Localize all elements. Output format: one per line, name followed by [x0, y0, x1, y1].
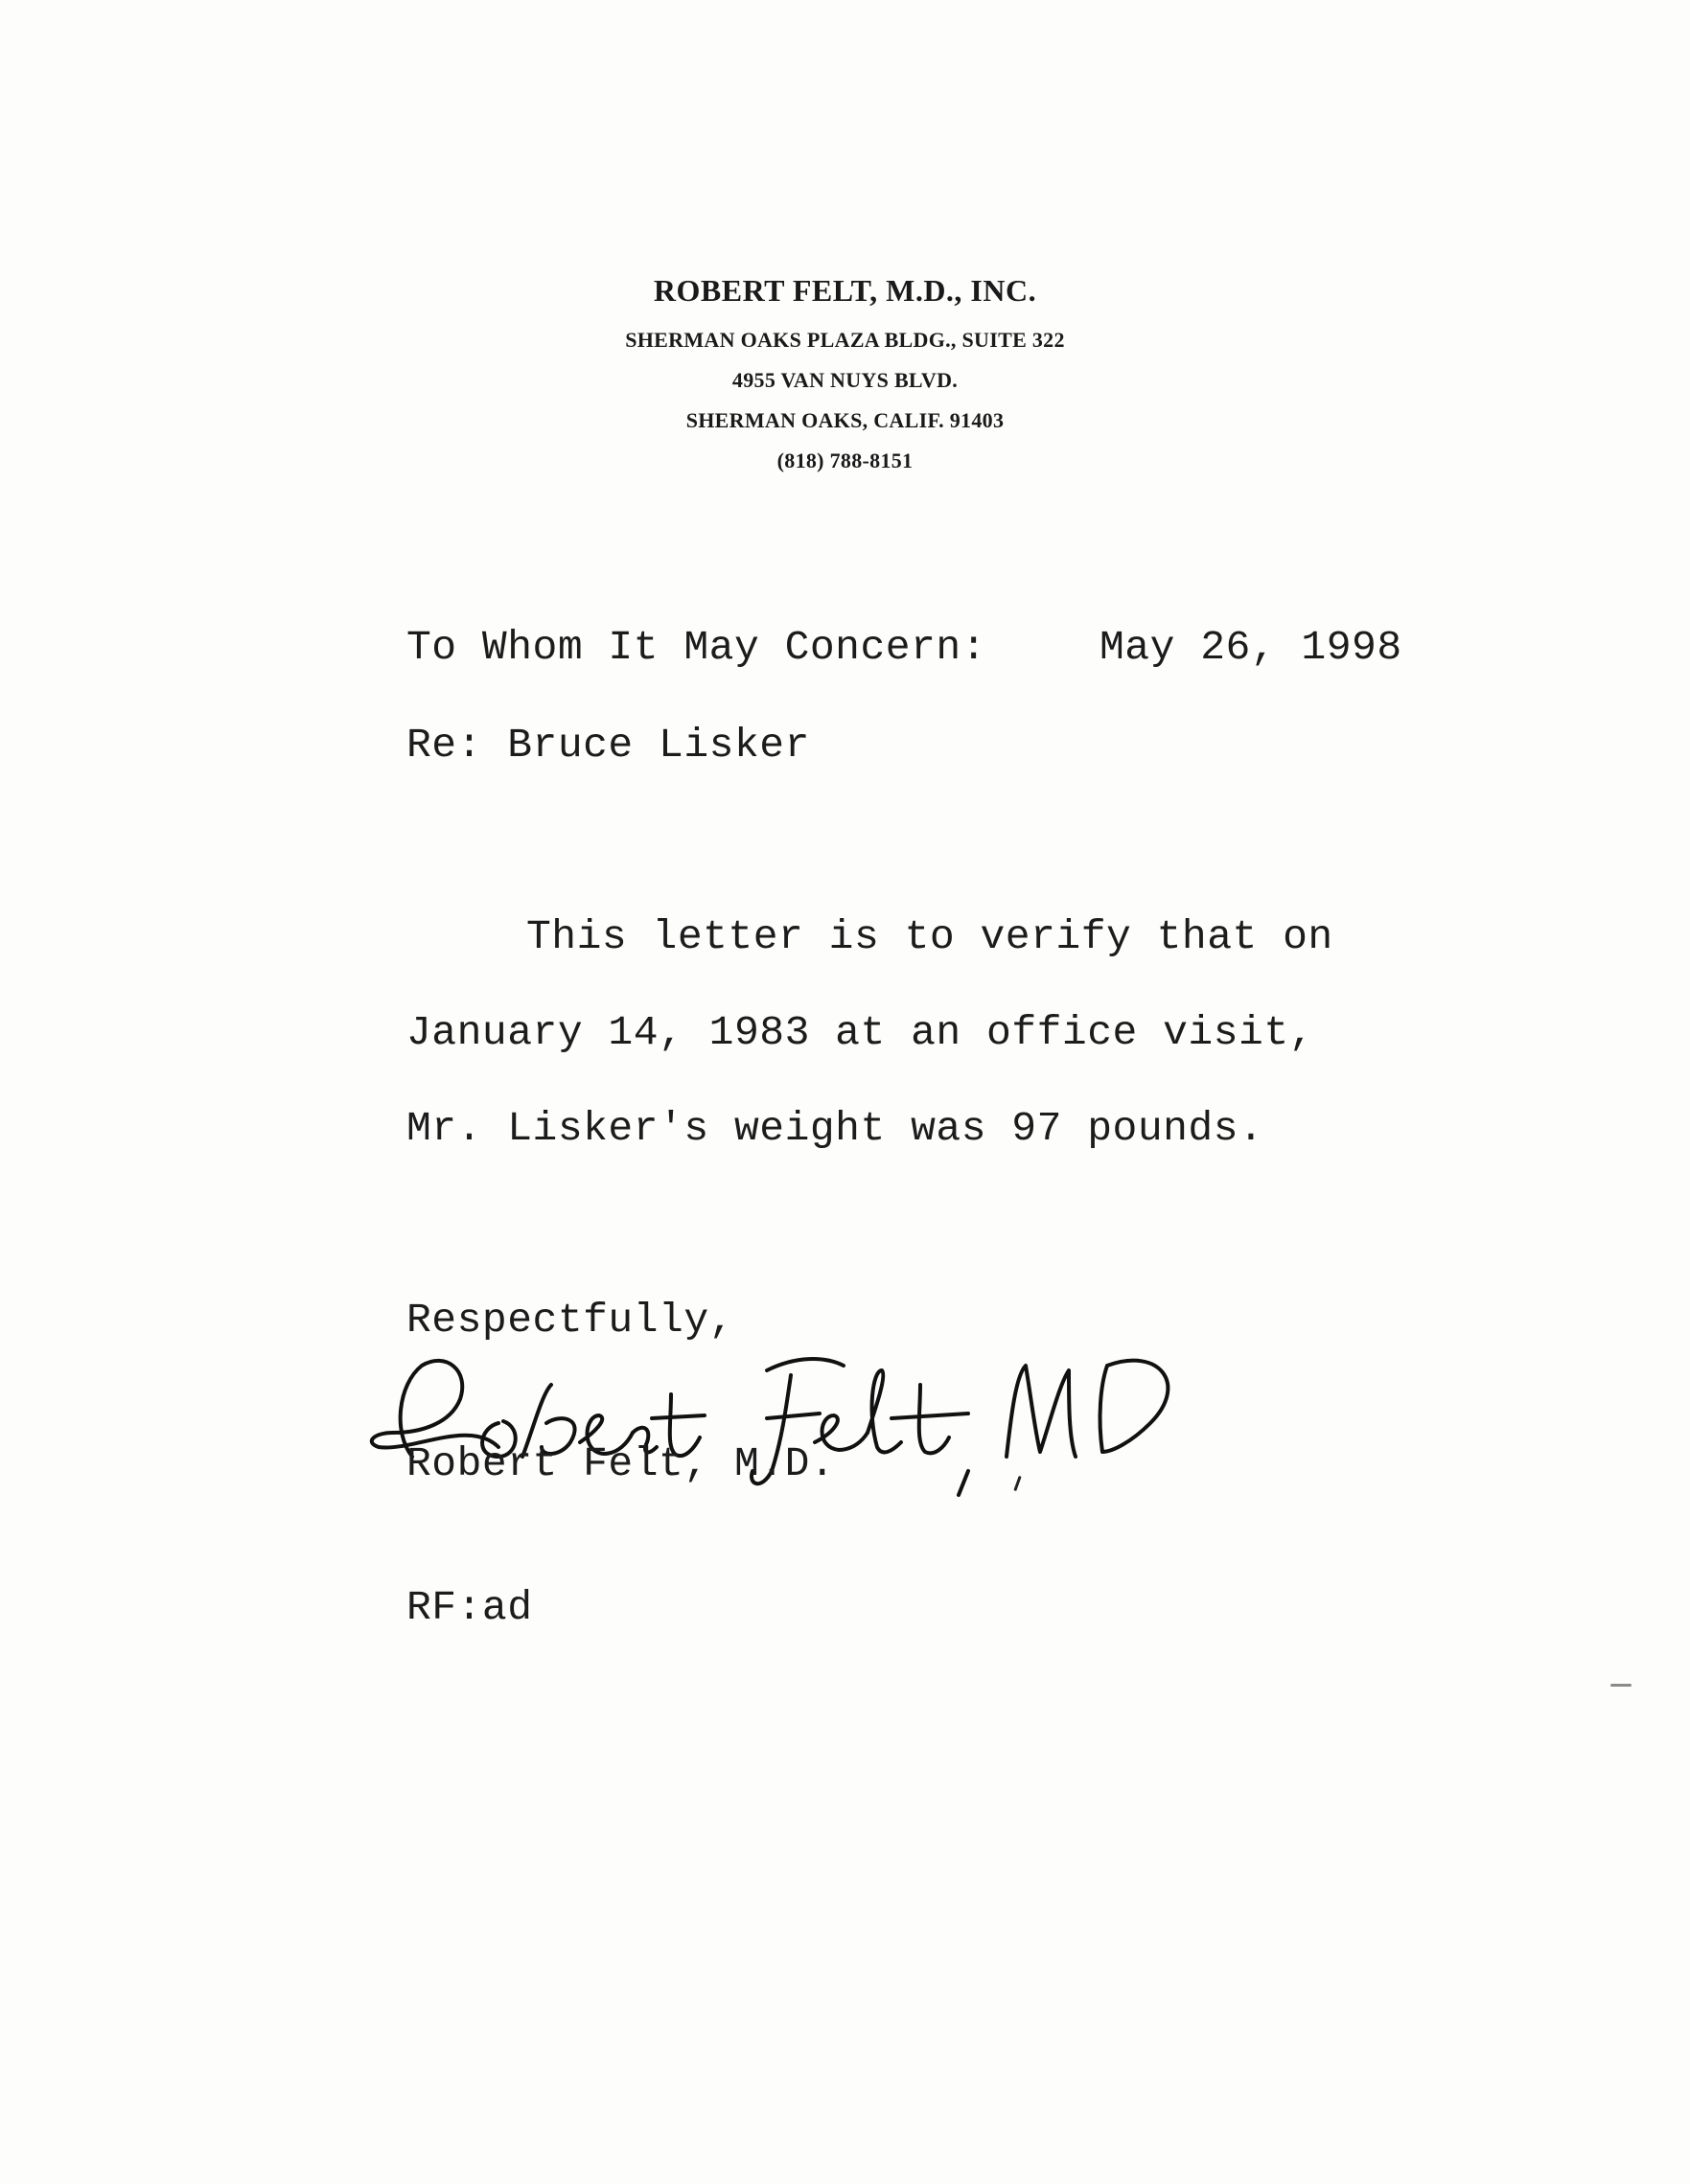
body-line-2: January 14, 1983 at an office visit, — [406, 1009, 1314, 1056]
closing: Respectfully, — [406, 1297, 734, 1344]
letterhead-phone: (818) 788-8151 — [776, 448, 914, 472]
salutation: To Whom It May Concern: — [406, 624, 986, 671]
letterhead-address-line-3: SHERMAN OAKS, CALIF. 91403 — [685, 408, 1005, 432]
body-line-1: This letter is to verify that on — [526, 913, 1333, 960]
scan-speck — [1610, 1684, 1632, 1687]
letterhead-name: ROBERT FELT, M.D., INC. — [653, 273, 1037, 308]
letterhead-address-line-2: 4955 VAN NUYS BLVD. — [731, 368, 959, 392]
typist-initials: RF:ad — [406, 1584, 533, 1631]
letter-date: May 26, 1998 — [1100, 624, 1402, 671]
letterhead-address-line-1: SHERMAN OAKS PLAZA BLDG., SUITE 322 — [625, 328, 1065, 352]
signer-name: Robert Felt, M.D. — [406, 1440, 836, 1487]
letterhead — [0, 273, 1690, 481]
re-line: Re: Bruce Lisker — [406, 722, 810, 769]
body-line-3: Mr. Lisker's weight was 97 pounds. — [406, 1105, 1264, 1152]
